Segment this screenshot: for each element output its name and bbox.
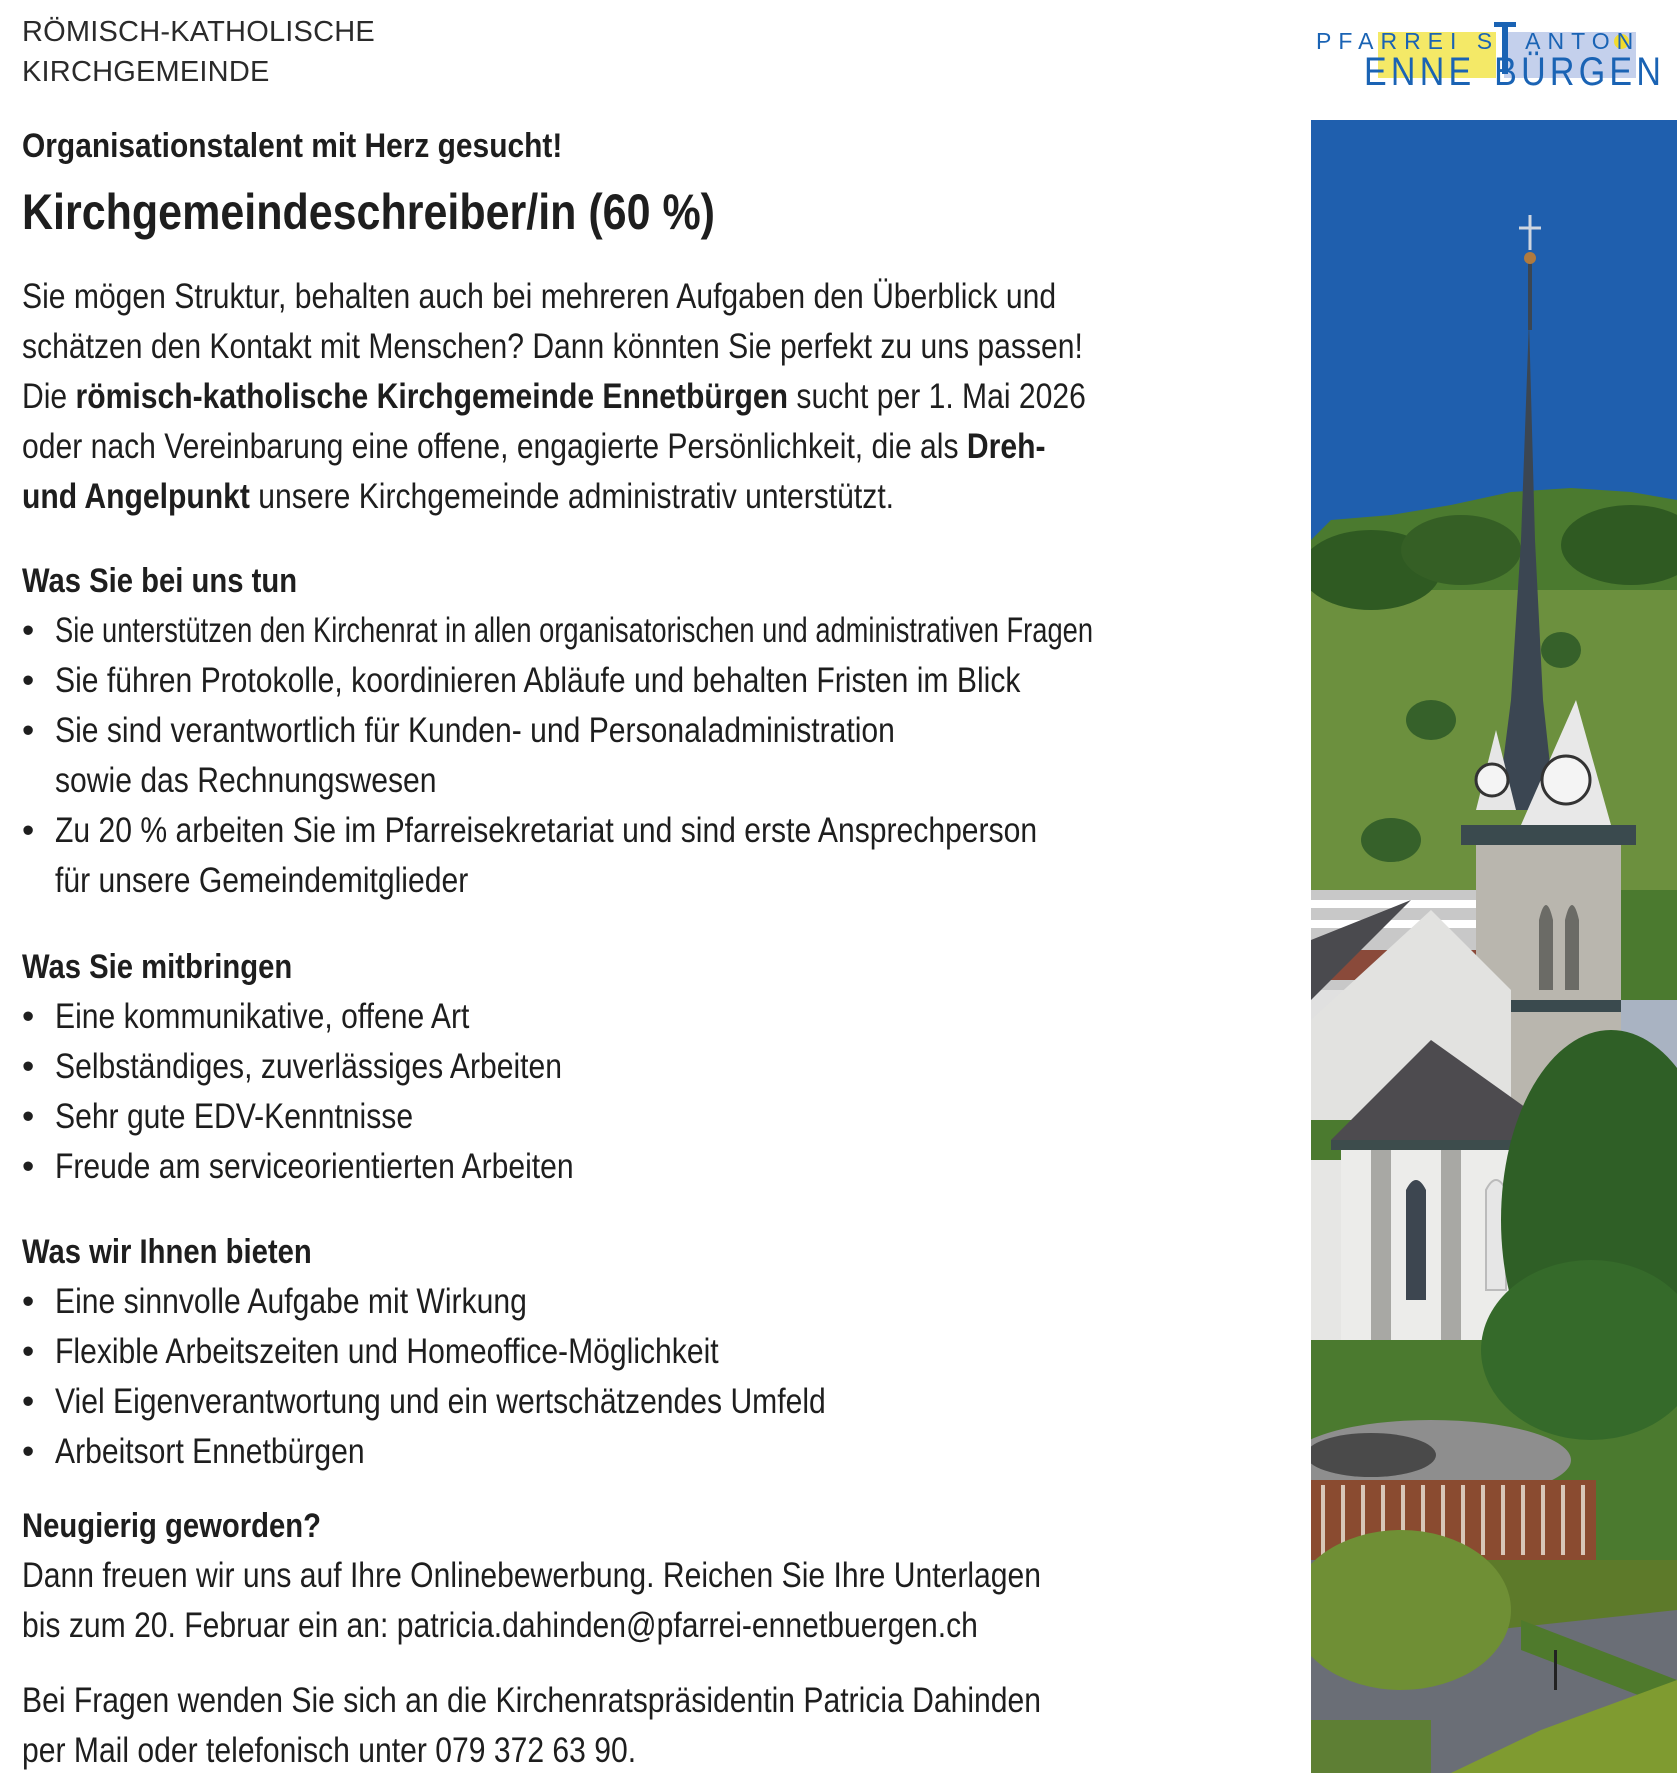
- apply-line: [22, 1601, 1041, 1651]
- bullet-icon: •: [22, 1147, 35, 1186]
- list-item-line: Zu 20 % arbeiten Sie im Pfarreisekretariat und sind erste Ansprechperson: [55, 811, 1038, 850]
- bullet-icon: •: [22, 1047, 35, 1086]
- list-item: [22, 706, 1386, 806]
- logo-enne-text: ENNE: [1364, 50, 1476, 94]
- tasks-list: [22, 606, 1386, 906]
- list-item: [22, 806, 1386, 906]
- bullet-icon: •: [22, 1432, 35, 1471]
- list-item: [22, 1427, 951, 1477]
- contact-text: per Mail oder telefonisch unter: [22, 1731, 436, 1770]
- list-item-text: Sie unterstützen den Kirchenrat in allen organisatorischen und administrativen Fragen: [55, 611, 1094, 650]
- list-item-text: [55, 806, 1037, 906]
- intro-text: unsere Kirchgemeinde administrativ unterstützt.: [249, 477, 895, 516]
- list-item-text: Selbständiges, zuverlässiges Arbeiten: [55, 1047, 562, 1086]
- bullet-icon: •: [22, 611, 35, 650]
- list-item-text: Sehr gute EDV-Kenntnisse: [55, 1097, 414, 1136]
- list-item-text: [55, 706, 895, 806]
- bullet-icon: •: [22, 1097, 35, 1136]
- intro-line: schätzen den Kontakt mit Menschen? Dann könnten Sie perfekt zu uns passen!: [22, 327, 1083, 366]
- list-item: [22, 992, 658, 1042]
- list-item: [22, 1092, 658, 1142]
- offer-list: [22, 1277, 951, 1477]
- list-item-text: Flexible Arbeitszeiten und Homeoffice-Möglichkeit: [55, 1332, 719, 1371]
- intro-text: sucht per 1. Mai 2026: [788, 377, 1086, 416]
- bullet-icon: •: [22, 711, 35, 750]
- church-photo: [1311, 120, 1677, 1773]
- section-heading-tasks: Was Sie bei uns tun: [22, 562, 298, 600]
- list-item: [22, 606, 1386, 656]
- intro-line: [22, 472, 1086, 522]
- logo-pfarrei-text: PFARREI S: [1316, 28, 1500, 54]
- organisation-name: [22, 12, 375, 92]
- contact-line: Bei Fragen wenden Sie sich an die Kirchenratspräsidentin Patricia Dahinden: [22, 1681, 1041, 1720]
- list-item-text: Sie führen Protokolle, koordinieren Abläufe und behalten Fristen im Blick: [55, 661, 1021, 700]
- bullet-icon: •: [22, 811, 35, 850]
- ad-subtitle: Organisationstalent mit Herz gesucht!: [22, 127, 563, 165]
- bullet-icon: •: [22, 1332, 35, 1371]
- logo-anton-text: ANTON: [1525, 28, 1641, 54]
- list-item: [22, 1042, 658, 1092]
- intro-bold-dreh: Dreh-: [966, 427, 1046, 466]
- list-item-line: Sie sind verantwortlich für Kunden- und Personaladministration: [55, 711, 895, 750]
- section-heading-requirements: Was Sie mitbringen: [22, 948, 293, 986]
- list-item-text: Freude am serviceorientierten Arbeiten: [55, 1147, 574, 1186]
- list-item: [22, 1142, 658, 1192]
- organisation-name-line1: RÖMISCH-KATHOLISCHE: [22, 16, 375, 48]
- bullet-icon: •: [22, 1282, 35, 1321]
- section-heading-offer: Was wir Ihnen bieten: [22, 1233, 312, 1271]
- apply-line: Dann freuen wir uns auf Ihre Onlinebewerbung. Reichen Sie Ihre Unterlagen: [22, 1556, 1041, 1595]
- list-item-text: Eine sinnvolle Aufgabe mit Wirkung: [55, 1282, 527, 1321]
- intro-line: [22, 422, 1086, 472]
- list-item: [22, 1327, 951, 1377]
- apply-text: bis zum 20. Februar ein an:: [22, 1606, 397, 1645]
- list-item-line: sowie das Rechnungswesen: [55, 761, 437, 800]
- list-item: [22, 656, 1386, 706]
- list-item: [22, 1277, 951, 1327]
- section-heading-apply: Neugierig geworden?: [22, 1507, 321, 1545]
- logo-buergen-text: BÜRGEN: [1494, 50, 1666, 94]
- intro-text: Die: [22, 377, 76, 416]
- apply-paragraph: [22, 1551, 1041, 1651]
- phone-number[interactable]: 079 372 63 90: [435, 1731, 628, 1770]
- parish-logo: [1308, 8, 1677, 94]
- intro-paragraph: [22, 272, 1086, 522]
- bullet-icon: •: [22, 1382, 35, 1421]
- intro-bold-parish: römisch-katholische Kirchgemeinde Ennetbürgen: [75, 377, 789, 416]
- job-title: Kirchgemeindeschreiber/in (60 %): [22, 184, 715, 240]
- bullet-icon: •: [22, 661, 35, 700]
- church-image-icon: [1311, 120, 1677, 1773]
- list-item-text: Arbeitsort Ennetbürgen: [55, 1432, 365, 1471]
- organisation-name-line2: KIRCHGEMEINDE: [22, 56, 270, 88]
- list-item: [22, 1377, 951, 1427]
- contact-line: [22, 1726, 1041, 1776]
- list-item-line: für unsere Gemeindemitglieder: [55, 861, 469, 900]
- intro-line: Sie mögen Struktur, behalten auch bei mehreren Aufgaben den Überblick und: [22, 277, 1057, 316]
- email-link[interactable]: patricia.dahinden@pfarrei-ennetbuergen.ch: [396, 1606, 978, 1645]
- intro-bold-angelpunkt: und Angelpunkt: [22, 477, 250, 516]
- contact-paragraph: [22, 1676, 1041, 1776]
- bullet-icon: •: [22, 997, 35, 1036]
- logo-line2: [1364, 52, 1665, 92]
- intro-line: [22, 372, 1086, 422]
- list-item-text: Viel Eigenverantwortung und ein wertschätzendes Umfeld: [55, 1382, 826, 1421]
- list-item-text: Eine kommunikative, offene Art: [55, 997, 470, 1036]
- requirements-list: [22, 992, 658, 1192]
- intro-text: oder nach Vereinbarung eine offene, engagierte Persönlichkeit, die als: [22, 427, 967, 466]
- contact-text: .: [627, 1731, 637, 1770]
